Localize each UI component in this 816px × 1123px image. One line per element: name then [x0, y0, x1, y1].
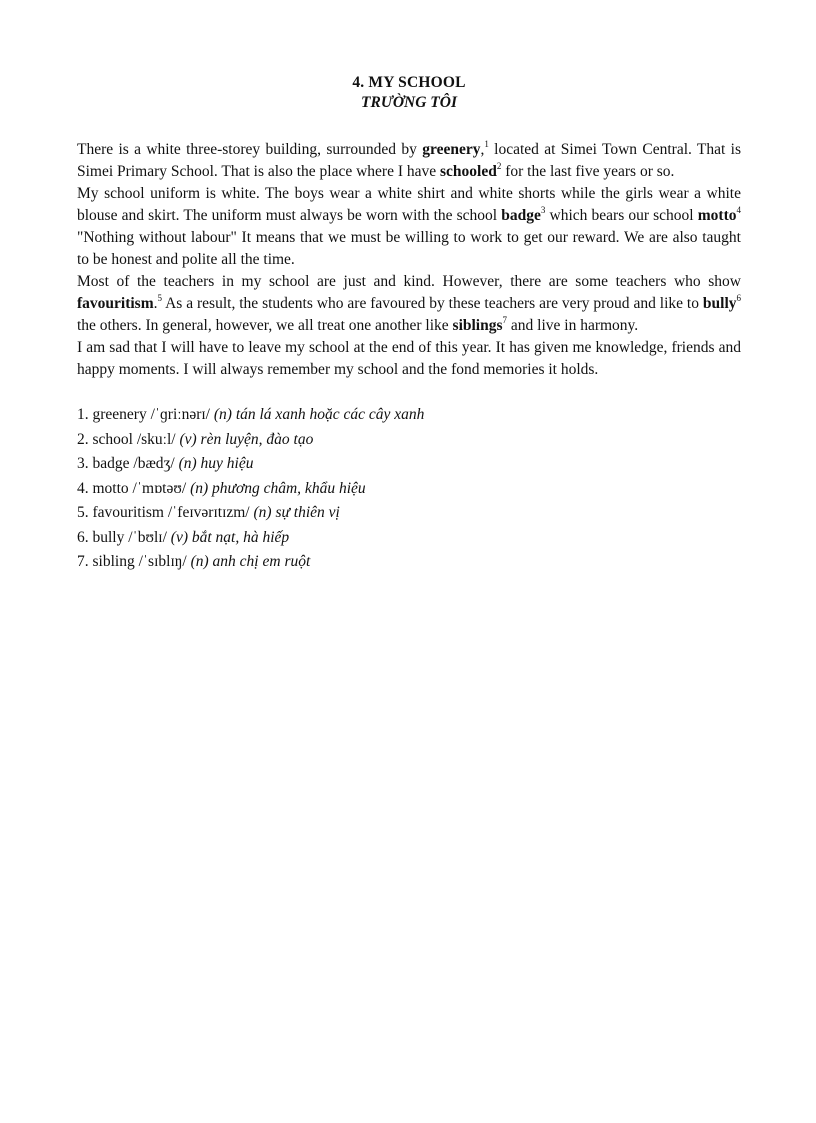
paragraph: [77, 183, 741, 271]
vocab-term: siblings: [452, 317, 503, 334]
vocab-number: 2.: [77, 430, 89, 448]
text-run: and live in harmony.: [507, 317, 639, 334]
vocab-term: schooled: [440, 163, 497, 180]
vocab-word: bully: [92, 528, 125, 546]
text-run: .: [153, 295, 158, 312]
vocab-pronunciation: /ˈbʊlɪ/: [128, 528, 167, 546]
footnote-marker: 2: [496, 160, 502, 171]
text-run: I am sad that I will have to leave my school at the end of this year. It has given me knowledge, friends and happy moments. I will always remember my school and the fond memories it holds.: [77, 339, 741, 378]
text-run: the others. In general, however, we all treat one another like: [77, 317, 453, 334]
vocab-item: [77, 501, 741, 526]
text-run: As a result, the students who are favoured by these teachers are very proud and like to: [162, 295, 703, 312]
vocab-term: badge: [501, 207, 541, 224]
vocab-number: 6.: [77, 528, 89, 546]
document-subtitle: TRƯỜNG TÔI: [361, 94, 457, 111]
vocab-item: [77, 452, 741, 477]
text-run: which bears our school: [545, 207, 698, 224]
text-run: for the last five years or so.: [501, 163, 675, 180]
vocab-item: [77, 403, 741, 428]
vocab-definition: (n) phương châm, khẩu hiệu: [190, 479, 366, 497]
text-run: Most of the teachers in my school are just and kind. However, there are some teachers who show: [77, 273, 741, 290]
vocab-word: sibling: [92, 553, 135, 570]
paragraph: [77, 139, 741, 183]
vocab-definition: (v) rèn luyện, đào tạo: [179, 430, 314, 448]
vocab-term: greenery: [422, 141, 481, 158]
vocab-number: 5.: [77, 504, 89, 521]
vocab-word: greenery: [92, 406, 147, 423]
body-text: [77, 139, 741, 381]
vocab-number: 4.: [77, 479, 89, 497]
vocabulary-list: [77, 403, 741, 575]
vocab-item: [77, 477, 741, 502]
document-page: [77, 73, 741, 575]
vocab-word: favouritism: [92, 504, 164, 521]
footnote-marker: 3: [540, 204, 546, 215]
paragraph: [77, 271, 741, 337]
footnote-marker: 6: [736, 292, 741, 303]
footnote-marker: 1: [484, 138, 489, 149]
vocab-number: 7.: [77, 553, 89, 570]
vocab-definition: (n) sự thiên vị: [253, 504, 340, 521]
text-run: There is a white three-storey building, surrounded by: [77, 141, 423, 158]
vocab-pronunciation: /skuːl/: [136, 430, 176, 448]
text-run: My school uniform is white. The boys wear a white shirt and white shorts while the girls wear a white blouse and skirt. The uniform must always be worn with the school: [77, 185, 741, 224]
paragraph: [77, 337, 741, 381]
vocab-term: favouritism: [77, 295, 154, 312]
vocab-definition: (n) tán lá xanh hoặc các cây xanh: [213, 406, 425, 423]
footnote-marker: 4: [736, 204, 741, 215]
title-block: [77, 73, 741, 113]
text-run: "Nothing without labour" It means that we must be willing to work to get our reward. We are also taught to be honest and polite all the time.: [77, 229, 741, 268]
vocab-word: school: [92, 430, 133, 448]
vocab-term: bully: [702, 295, 737, 312]
vocab-number: 1.: [77, 406, 89, 423]
vocab-word: badge: [92, 455, 130, 472]
footnote-marker: 7: [502, 314, 508, 325]
vocab-item: [77, 550, 741, 575]
document-title: 4. MY SCHOOL: [352, 74, 466, 91]
vocab-pronunciation: /bædʒ/: [133, 455, 175, 472]
vocab-definition: (n) anh chị em ruột: [190, 553, 311, 570]
footnote-marker: 5: [157, 292, 163, 303]
vocab-pronunciation: /ˈfeɪvərɪtɪzm/: [167, 504, 250, 521]
vocab-definition: (v) bắt nạt, hà hiếp: [170, 528, 290, 546]
vocab-pronunciation: /ˈɡriːnərɪ/: [150, 406, 210, 423]
text-run: located at Simei Town Central. That is Simei Primary School. That is also the place where I have: [77, 141, 741, 180]
vocab-item: [77, 526, 741, 551]
vocab-word: motto: [92, 479, 129, 497]
vocab-pronunciation: /ˈmɒtəʊ/: [132, 479, 187, 497]
vocab-item: [77, 428, 741, 453]
vocab-pronunciation: /ˈsɪblɪŋ/: [138, 553, 187, 570]
vocab-term: motto: [697, 207, 737, 224]
vocab-number: 3.: [77, 455, 89, 472]
text-run: ,: [480, 141, 485, 158]
vocab-definition: (n) huy hiệu: [178, 455, 254, 472]
